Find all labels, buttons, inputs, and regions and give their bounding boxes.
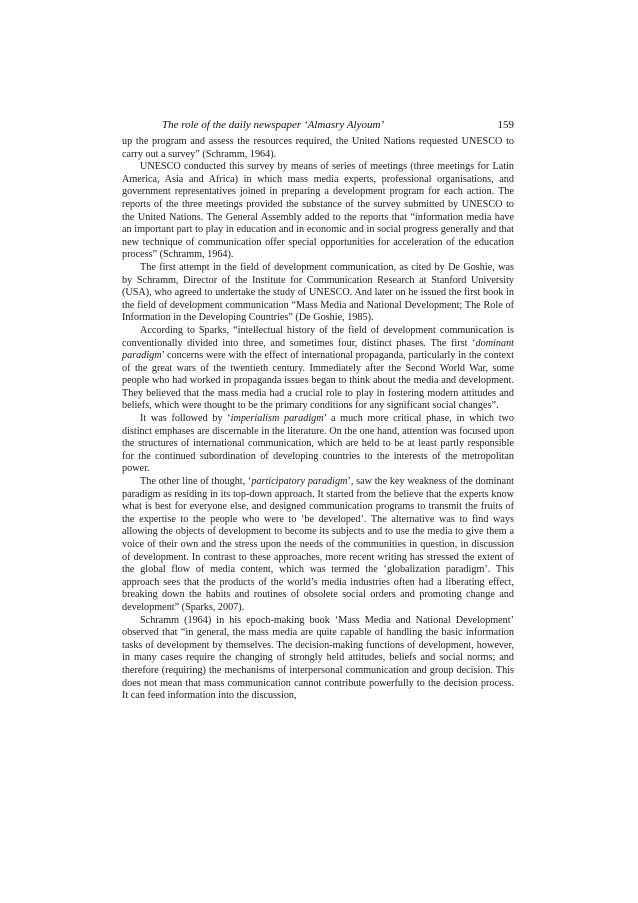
paragraph: up the program and assess the resources required, the United Nations requested UNESCO to carry out a survey” (Schramm, 1964). <box>122 136 514 160</box>
term-participatory-paradigm: participatory paradigm <box>251 476 348 488</box>
paragraph <box>122 476 514 615</box>
paragraph-text: ’ concerns were with the effect of international propaganda, particularly in the context of the great wars of the twentieth century. Immediately after the Second World War, some people who had worked in propaganda issues began to think about the media and development. They believed that the mass media had a crucial role to play in fostering modern attitudes and beliefs, which were thought to be the primary conditions for any significant social changes”. <box>122 350 514 412</box>
paragraph-text: It was followed by ‘ <box>140 413 231 425</box>
paragraph-text: ’ a much more critical phase, in which two distinct emphases are discernable in the literature. On the one hand, attention was focused upon the structures of international communication, which are held to be at least partly responsible for the continued subordination of developing countries to the interests of the metropolitan power. <box>122 413 514 475</box>
running-title: The role of the daily newspaper ‘Almasry Alyoum’ <box>162 119 385 131</box>
term-dominant-paradigm: dominant paradigm <box>122 337 514 362</box>
paragraph: The first attempt in the field of development communication, as cited by De Goshie, was by Schramm, Director of the Institute for Communication Research at Stanford University (USA), who agreed to undertake the study of UNESCO. And later on he issued the first book in the field of development communication “Mass Media and National Development; The Role of Information in the Developing Countries” (De Goshie, 1985). <box>122 261 514 324</box>
paragraph <box>122 325 514 413</box>
page-header <box>122 119 514 135</box>
body-text <box>122 136 514 703</box>
term-imperialism-paradigm: imperialism paradigm <box>230 413 324 425</box>
paragraph-text: ’, saw the key weakness of the dominant paradigm as residing in its top-down approach. It started from the believe that the experts know what is best for everyone else, and designed communication programs to transmit the fruits of the expertise to the people who were to ‘be developed’. The alternative was to find ways allowing the objects of development to become its subjects and to use the media to give them a voice of their own and the stress upon the needs of the communities in question, in discussion of development. In contrast to these approaches, more recent writing has stressed the extent of the global flow of media content, which was termed the ‘globalization paradigm’. This approach sees that the products of the world’s media industries often had a liberating effect, breaking down the habits and routines of obsolete social orders and promoting change and development” (Sparks, 2007). <box>122 476 515 613</box>
paragraph-text: According to Sparks, “intellectual history of the field of development communication is conventionally divided into three, and sometimes four, distinct phases. The first ‘ <box>122 324 514 349</box>
paragraph: UNESCO conducted this survey by means of series of meetings (three meetings for Latin America, Asia and Africa) in which mass media experts, professional organisations, and government representatives joined in preparing a development program for each action. The reports of the three meetings provided the substance of the survey submitted by UNESCO to the United Nations. The General Assembly added to the reports that “information media have an important part to play in education and in economic and in social progress generally and that new technique of communication offer special opportunities for acceleration of the education process” (Schramm, 1964). <box>122 161 514 261</box>
paragraph <box>122 413 514 476</box>
paragraph-text: The other line of thought, ‘ <box>140 476 252 488</box>
paragraph: Schramm (1964) in his epoch-making book ‘Mass Media and National Development’ observed that “in general, the mass media are quite capable of handling the basic information tasks of development by themselves. The decision-making functions of development, however, in many cases require the changing of strongly held attitudes, beliefs and social norms; and therefore (requiring) the mechanisms of interpersonal communication and group decision. This does not mean that mass communication cannot contribute powerfully to the decision process. It can feed information into the discussion, <box>122 614 514 702</box>
page-number: 159 <box>497 119 514 131</box>
